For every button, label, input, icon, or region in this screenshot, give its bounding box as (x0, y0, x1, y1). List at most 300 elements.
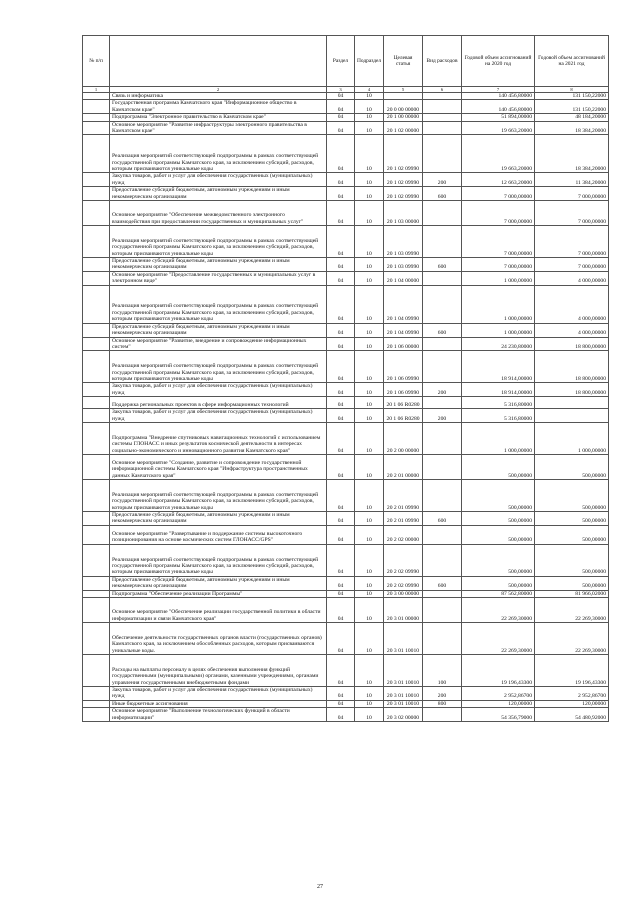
row-name-cell: Основное мероприятие "Предоставление государственных и муниципальных услуг в электронном виде" (110, 271, 327, 285)
row-expense-type-cell: 200 (423, 173, 462, 187)
table-row (83, 479, 609, 511)
row-name-cell: Основное мероприятие "Развитие, внедрение и сопровождение информационных систем" (110, 337, 327, 351)
header-2020: Годовой объем ассигнований на 2020 год (462, 36, 535, 87)
row-name-cell: Закупка товаров, работ и услуг для обеспечения государственных (муниципальных) нужд (110, 409, 327, 423)
row-expense-type-cell (423, 397, 462, 409)
row-2021-cell: 500,00000 (535, 454, 609, 479)
table-row (83, 590, 609, 597)
row-2020-cell: 140 456,80000 (462, 93, 535, 100)
row-section-cell: 04 (327, 173, 355, 187)
table-row (83, 622, 609, 654)
row-2020-cell: 7 000,00000 (462, 226, 535, 258)
row-2021-cell: 7 000,00000 (535, 187, 609, 201)
row-2021-cell (535, 397, 609, 409)
row-2021-cell: 1 000,00000 (535, 422, 609, 454)
col-number: 4 (355, 87, 384, 93)
row-2021-cell: 18 800,00000 (535, 337, 609, 351)
row-subsection-cell: 10 (355, 114, 384, 121)
table-row (83, 100, 609, 114)
row-2021-cell: 500,00000 (535, 525, 609, 544)
row-target-cell: 20 2 02 00000 (384, 525, 423, 544)
row-target-cell: 20 3 01 00000 (384, 597, 423, 622)
row-2020-cell: 19 663,20000 (462, 121, 535, 135)
row-2021-cell: 4 000,00000 (535, 271, 609, 285)
row-target-cell: 20 1 06 09990 (384, 351, 423, 383)
row-name-cell: Подпрограмма "Обеспечение реализации Программы" (110, 590, 327, 597)
row-subsection-cell: 10 (355, 323, 384, 337)
row-section-cell: 04 (327, 576, 355, 590)
row-section-cell: 04 (327, 544, 355, 576)
row-target-cell: 20 1 00 00000 (384, 114, 423, 121)
row-expense-type-cell (423, 454, 462, 479)
table-row (83, 323, 609, 337)
table-row (83, 525, 609, 544)
row-target-cell: 20 1 06 R0280 (384, 397, 423, 409)
row-2021-cell: 500,00000 (535, 479, 609, 511)
row-section-cell: 04 (327, 422, 355, 454)
row-name-cell: Поддержка региональных проектов в сфере информационных технологий (110, 397, 327, 409)
row-subsection-cell: 10 (355, 271, 384, 285)
row-section-cell: 04 (327, 114, 355, 121)
row-section-cell: 04 (327, 479, 355, 511)
row-target-cell: 20 1 06 09990 (384, 383, 423, 397)
row-name-cell: Реализация мероприятий соответствующей подпрограммы в рамках соответствующей государственной программы Камчатского края, за исключением субсидий, расходов, которым присваиваются уникальные коды (110, 226, 327, 258)
row-section-cell: 04 (327, 187, 355, 201)
row-number-cell (83, 226, 110, 258)
row-subsection-cell: 10 (355, 397, 384, 409)
row-number-cell (83, 479, 110, 511)
row-2020-cell: 24 230,80000 (462, 337, 535, 351)
row-name-cell: Закупка товаров, работ и услуг для обеспечения государственных (муниципальных) нужд (110, 383, 327, 397)
row-name-cell: Подпрограмма "Внедрение спутниковых навигационных технологий с использованием системы ГЛОНАСС и иных результатов космической деятельности в интересах социально-экономического и инновационного развития Камчатского края" (110, 422, 327, 454)
row-2021-cell: 500,00000 (535, 544, 609, 576)
row-2020-cell: 2 952,86700 (462, 686, 535, 700)
header-no: № п/п (83, 36, 110, 87)
row-section-cell: 04 (327, 708, 355, 722)
row-target-cell: 20 0 00 00000 (384, 100, 423, 114)
row-section-cell: 04 (327, 351, 355, 383)
table-row (83, 511, 609, 525)
row-section-cell: 04 (327, 590, 355, 597)
row-target-cell: 20 1 03 09990 (384, 226, 423, 258)
row-expense-type-cell (423, 525, 462, 544)
row-subsection-cell: 10 (355, 337, 384, 351)
row-2021-cell: 19 196,43300 (535, 654, 609, 686)
table-row (83, 135, 609, 173)
row-number-cell (83, 700, 110, 707)
row-expense-type-cell (423, 597, 462, 622)
row-name-cell: Реализация мероприятий соответствующей подпрограммы в рамках соответствующей государственной программы Камчатского края, за исключением субсидий, расходов, которым присваиваются уникальные коды (110, 285, 327, 323)
row-2020-cell: 1 000,00000 (462, 285, 535, 323)
row-2021-cell: 11 384,20000 (535, 173, 609, 187)
row-2020-cell: 19 663,20000 (462, 135, 535, 173)
table-row (83, 397, 609, 409)
row-subsection-cell: 10 (355, 525, 384, 544)
row-name-cell: Государственная программа Камчатского края "Информационное общество в Камчатском крае" (110, 100, 327, 114)
row-2020-cell: 22 269,30000 (462, 597, 535, 622)
col-number: 6 (423, 87, 462, 93)
table-row (83, 226, 609, 258)
row-expense-type-cell (423, 479, 462, 511)
row-number-cell (83, 654, 110, 686)
row-number-cell (83, 121, 110, 135)
row-section-cell: 04 (327, 525, 355, 544)
row-expense-type-cell (423, 351, 462, 383)
table-row (83, 422, 609, 454)
row-2021-cell: 7 000,00000 (535, 226, 609, 258)
row-target-cell: 20 2 01 00000 (384, 454, 423, 479)
row-expense-type-cell (423, 114, 462, 121)
row-2021-cell: 500,00000 (535, 511, 609, 525)
table-row (83, 337, 609, 351)
row-2020-cell: 5 316,80000 (462, 409, 535, 423)
row-section-cell: 04 (327, 454, 355, 479)
row-2020-cell: 7 000,00000 (462, 258, 535, 272)
row-2021-cell: 500,00000 (535, 576, 609, 590)
row-target-cell: 20 1 06 00000 (384, 337, 423, 351)
row-name-cell: Обеспечение деятельности государственных органов власти (государственных органов) Камчатского края, за исключением обособленных расходов, которым присваиваются уникальные коды. (110, 622, 327, 654)
header-2021: Годовой объем ассигнований на 2021 год (535, 36, 609, 87)
row-section-cell: 04 (327, 409, 355, 423)
row-section-cell: 04 (327, 271, 355, 285)
header-section: Раздел (327, 36, 355, 87)
row-number-cell (83, 323, 110, 337)
row-number-cell (83, 409, 110, 423)
row-expense-type-cell: 200 (423, 686, 462, 700)
col-number: 2 (110, 87, 327, 93)
row-number-cell (83, 351, 110, 383)
row-2020-cell: 87 562,80000 (462, 590, 535, 597)
row-number-cell (83, 576, 110, 590)
row-section-cell: 04 (327, 100, 355, 114)
row-target-cell: 20 1 04 00000 (384, 271, 423, 285)
row-2021-cell: 4 000,00000 (535, 285, 609, 323)
row-2021-cell: 120,00000 (535, 700, 609, 707)
row-section-cell: 04 (327, 226, 355, 258)
row-number-cell (83, 597, 110, 622)
table-row (83, 454, 609, 479)
row-subsection-cell: 10 (355, 135, 384, 173)
row-name-cell: Подпрограмма "Электронное правительство в Камчатском крае" (110, 114, 327, 121)
row-2020-cell: 140 456,80000 (462, 100, 535, 114)
row-expense-type-cell (423, 271, 462, 285)
row-subsection-cell: 10 (355, 622, 384, 654)
row-name-cell: Предоставление субсидий бюджетным, автономным учреждениям и иным некоммерческим организациям (110, 258, 327, 272)
header-subsection: Подраздел (355, 36, 384, 87)
row-number-cell (83, 686, 110, 700)
row-subsection-cell: 10 (355, 544, 384, 576)
col-number: 3 (327, 87, 355, 93)
row-number-cell (83, 135, 110, 173)
row-expense-type-cell: 600 (423, 258, 462, 272)
row-number-cell (83, 383, 110, 397)
row-subsection-cell: 10 (355, 708, 384, 722)
row-subsection-cell: 10 (355, 226, 384, 258)
row-subsection-cell: 10 (355, 383, 384, 397)
row-expense-type-cell (423, 93, 462, 100)
row-section-cell: 04 (327, 285, 355, 323)
row-subsection-cell: 10 (355, 576, 384, 590)
row-subsection-cell: 10 (355, 686, 384, 700)
row-name-cell: Основное мероприятие "Развитие инфраструктуры электронного правительства в Камчатском крае" (110, 121, 327, 135)
row-target-cell: 20 1 06 R0280 (384, 409, 423, 423)
table-row (83, 114, 609, 121)
row-number-cell (83, 201, 110, 226)
row-target-cell: 20 1 02 09990 (384, 187, 423, 201)
row-section-cell: 04 (327, 397, 355, 409)
table-row (83, 708, 609, 722)
row-subsection-cell: 10 (355, 285, 384, 323)
row-name-cell: Закупка товаров, работ и услуг для обеспечения государственных (муниципальных) нужд (110, 686, 327, 700)
row-number-cell (83, 114, 110, 121)
row-subsection-cell: 10 (355, 409, 384, 423)
row-2020-cell: 18 914,00000 (462, 383, 535, 397)
row-2020-cell: 5 316,80000 (462, 397, 535, 409)
header-name (110, 36, 327, 87)
row-expense-type-cell (423, 285, 462, 323)
row-2021-cell: 4 000,00000 (535, 323, 609, 337)
table-body (83, 93, 609, 722)
row-section-cell: 04 (327, 700, 355, 707)
row-2021-cell: 7 000,00000 (535, 201, 609, 226)
table-row (83, 187, 609, 201)
row-number-cell (83, 93, 110, 100)
row-section-cell: 04 (327, 654, 355, 686)
row-2020-cell: 500,00000 (462, 544, 535, 576)
row-name-cell: Реализация мероприятий соответствующей подпрограммы в рамках соответствующей государственной программы Камчатского края, за исключением субсидий, расходов, которым присваиваются уникальные коды (110, 351, 327, 383)
table-row (83, 93, 609, 100)
row-number-cell (83, 708, 110, 722)
row-expense-type-cell: 600 (423, 323, 462, 337)
row-2020-cell: 500,00000 (462, 576, 535, 590)
row-expense-type-cell: 800 (423, 700, 462, 707)
row-section-cell: 04 (327, 597, 355, 622)
row-section-cell: 04 (327, 121, 355, 135)
row-subsection-cell: 10 (355, 187, 384, 201)
row-section-cell: 04 (327, 686, 355, 700)
row-expense-type-cell (423, 201, 462, 226)
row-expense-type-cell (423, 590, 462, 597)
row-2020-cell: 7 000,00000 (462, 187, 535, 201)
row-section-cell: 04 (327, 323, 355, 337)
row-2021-cell: 18 384,20000 (535, 135, 609, 173)
row-number-cell (83, 337, 110, 351)
row-number-cell (83, 525, 110, 544)
row-2021-cell: 7 000,00000 (535, 258, 609, 272)
row-target-cell: 20 2 01 09990 (384, 479, 423, 511)
row-2021-cell: 54 480,92000 (535, 708, 609, 722)
table-row (83, 271, 609, 285)
row-number-cell (83, 622, 110, 654)
row-expense-type-cell (423, 100, 462, 114)
row-expense-type-cell (423, 544, 462, 576)
row-expense-type-cell: 200 (423, 409, 462, 423)
row-2021-cell: 131 150,22000 (535, 100, 609, 114)
row-name-cell: Основное мероприятие "Обеспечение межведомственного электронного взаимодействия при предоставлении государственных и муниципальных услуг" (110, 201, 327, 226)
row-number-cell (83, 187, 110, 201)
row-target-cell: 20 2 02 09990 (384, 544, 423, 576)
row-target-cell: 20 1 02 09990 (384, 135, 423, 173)
row-number-cell (83, 511, 110, 525)
row-subsection-cell: 10 (355, 479, 384, 511)
row-name-cell: Реализация мероприятий соответствующей подпрограммы в рамках соответствующей государственной программы Камчатского края, за исключением субсидий, расходов, которым присваиваются уникальные коды (110, 544, 327, 576)
row-target-cell: 20 3 01 10010 (384, 686, 423, 700)
row-number-cell (83, 544, 110, 576)
row-expense-type-cell (423, 121, 462, 135)
row-target-cell: 20 3 00 00000 (384, 590, 423, 597)
row-2021-cell: 18 800,00000 (535, 383, 609, 397)
row-target-cell: 20 2 00 00000 (384, 422, 423, 454)
row-target-cell: 20 1 04 09990 (384, 285, 423, 323)
table-row (83, 576, 609, 590)
row-number-cell (83, 397, 110, 409)
row-expense-type-cell: 600 (423, 187, 462, 201)
row-subsection-cell: 10 (355, 173, 384, 187)
page-number: 27 (317, 884, 323, 890)
row-name-cell: Предоставление субсидий бюджетным, автономным учреждениям и иным некоммерческим организациям (110, 323, 327, 337)
table-row (83, 700, 609, 707)
header-expense-type: Вид расходов (423, 36, 462, 87)
row-subsection-cell: 10 (355, 590, 384, 597)
row-name-cell: Связь и информатика (110, 93, 327, 100)
row-number-cell (83, 173, 110, 187)
row-name-cell: Иные бюджетные ассигнования (110, 700, 327, 707)
row-2020-cell: 500,00000 (462, 525, 535, 544)
row-section-cell: 04 (327, 201, 355, 226)
col-number: 8 (535, 87, 609, 93)
table-row (83, 383, 609, 397)
row-2021-cell: 22 269,30000 (535, 597, 609, 622)
table-row (83, 544, 609, 576)
row-number-cell (83, 285, 110, 323)
row-subsection-cell: 10 (355, 654, 384, 686)
row-target-cell: 20 3 01 10010 (384, 622, 423, 654)
row-name-cell: Предоставление субсидий бюджетным, автономным учреждениям и иным некоммерческим организациям (110, 576, 327, 590)
row-section-cell: 04 (327, 511, 355, 525)
row-target-cell: 20 1 02 09990 (384, 173, 423, 187)
row-2020-cell: 500,00000 (462, 454, 535, 479)
row-2020-cell: 51 894,00000 (462, 114, 535, 121)
table-row (83, 654, 609, 686)
table-row (83, 686, 609, 700)
row-subsection-cell: 10 (355, 511, 384, 525)
table-row (83, 409, 609, 423)
row-name-cell: Реализация мероприятий соответствующей подпрограммы в рамках соответствующей государственной программы Камчатского края, за исключением субсидий, расходов, которым присваиваются уникальные коды (110, 135, 327, 173)
row-name-cell: Основное мероприятие "Создание, развитие и сопровождение государственной информационной системы Камчатского края "Инфраструктура пространственных данных Камчатского края" (110, 454, 327, 479)
table-row (83, 201, 609, 226)
row-section-cell: 04 (327, 337, 355, 351)
row-2021-cell: 81 966,02000 (535, 590, 609, 597)
table-row (83, 597, 609, 622)
row-2020-cell: 1 000,00000 (462, 271, 535, 285)
row-name-cell: Закупка товаров, работ и услуг для обеспечения государственных (муниципальных) нужд (110, 173, 327, 187)
row-2021-cell: 18 800,00000 (535, 351, 609, 383)
row-expense-type-cell (423, 337, 462, 351)
header-target: Целевая статья (384, 36, 423, 87)
row-2021-cell: 22 269,30000 (535, 622, 609, 654)
row-subsection-cell: 10 (355, 201, 384, 226)
row-expense-type-cell: 200 (423, 383, 462, 397)
row-expense-type-cell: 100 (423, 654, 462, 686)
row-target-cell: 20 1 03 09990 (384, 258, 423, 272)
row-name-cell: Основное мероприятие "Обеспечение реализации государственной политики в области информатизации и связи Камчатского края" (110, 597, 327, 622)
row-target-cell: 20 1 02 00000 (384, 121, 423, 135)
col-number: 5 (384, 87, 423, 93)
row-section-cell: 04 (327, 383, 355, 397)
row-target-cell: 20 3 01 10010 (384, 654, 423, 686)
row-2020-cell: 1 000,00000 (462, 422, 535, 454)
table-row (83, 285, 609, 323)
row-name-cell: Предоставление субсидий бюджетным, автономным учреждениям и иным некоммерческим организациям (110, 187, 327, 201)
row-expense-type-cell: 600 (423, 511, 462, 525)
row-2020-cell: 54 356,79000 (462, 708, 535, 722)
row-target-cell: 20 3 01 10010 (384, 700, 423, 707)
col-number: 1 (83, 87, 110, 93)
row-subsection-cell: 10 (355, 597, 384, 622)
col-number: 7 (462, 87, 535, 93)
table-header-row (83, 36, 609, 87)
row-subsection-cell: 10 (355, 454, 384, 479)
row-name-cell: Основное мероприятие "Выполнение технологических функций в области информатизации" (110, 708, 327, 722)
row-name-cell: Расходы на выплаты персоналу в целях обеспечения выполнения функций государственными (муниципальными) органами, казенными учреждениями, органами управления государственными внебюджетными фондами (110, 654, 327, 686)
table-row (83, 258, 609, 272)
row-expense-type-cell (423, 708, 462, 722)
row-section-cell: 04 (327, 622, 355, 654)
row-number-cell (83, 271, 110, 285)
row-2021-cell: 2 952,86700 (535, 686, 609, 700)
row-expense-type-cell (423, 226, 462, 258)
row-2020-cell: 500,00000 (462, 511, 535, 525)
row-target-cell: 20 1 04 09990 (384, 323, 423, 337)
row-target-cell (384, 93, 423, 100)
row-section-cell: 04 (327, 258, 355, 272)
row-2021-cell: 131 150,22000 (535, 93, 609, 100)
row-2020-cell: 18 914,00000 (462, 351, 535, 383)
row-expense-type-cell: 600 (423, 576, 462, 590)
table-row (83, 121, 609, 135)
row-expense-type-cell (423, 422, 462, 454)
table-row (83, 351, 609, 383)
row-2020-cell: 7 000,00000 (462, 201, 535, 226)
row-name-cell: Реализация мероприятий соответствующей подпрограммы в рамках соответствующей государственной программы Камчатского края, за исключением субсидий, расходов, которым присваиваются уникальные коды (110, 479, 327, 511)
row-number-cell (83, 454, 110, 479)
row-subsection-cell: 10 (355, 351, 384, 383)
row-subsection-cell: 10 (355, 121, 384, 135)
row-subsection-cell: 10 (355, 422, 384, 454)
row-2020-cell: 120,00000 (462, 700, 535, 707)
row-number-cell (83, 422, 110, 454)
row-expense-type-cell (423, 135, 462, 173)
budget-table (82, 35, 609, 722)
row-subsection-cell: 10 (355, 100, 384, 114)
row-target-cell: 20 2 01 09990 (384, 511, 423, 525)
row-target-cell: 20 3 02 00000 (384, 708, 423, 722)
row-2021-cell: 18 384,20000 (535, 121, 609, 135)
row-2020-cell: 22 269,30000 (462, 622, 535, 654)
row-2020-cell: 19 196,43300 (462, 654, 535, 686)
row-section-cell: 04 (327, 93, 355, 100)
row-section-cell: 04 (327, 135, 355, 173)
row-name-cell: Основное мероприятие "Развертывание и поддержание системы высокоточного позиционирования на основе космических систем ГЛОНАСС/GPS" (110, 525, 327, 544)
row-2020-cell: 500,00000 (462, 479, 535, 511)
row-subsection-cell: 10 (355, 700, 384, 707)
row-2020-cell: 1 000,00000 (462, 323, 535, 337)
row-expense-type-cell (423, 622, 462, 654)
row-number-cell (83, 100, 110, 114)
row-target-cell: 20 1 03 00000 (384, 201, 423, 226)
row-2020-cell: 12 663,20000 (462, 173, 535, 187)
row-2021-cell (535, 409, 609, 423)
